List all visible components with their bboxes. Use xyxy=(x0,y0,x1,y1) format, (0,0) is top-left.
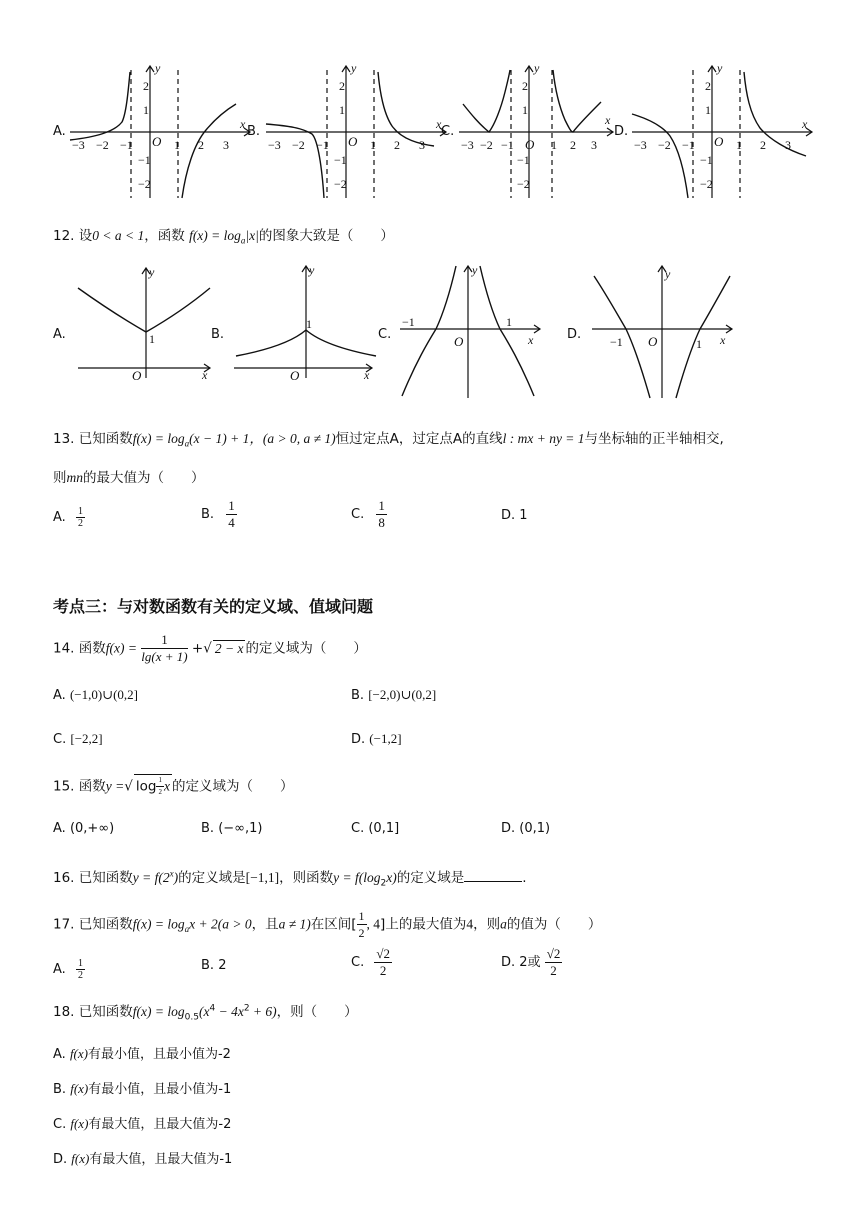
svg-text:3: 3 xyxy=(419,138,425,152)
svg-text:x: x xyxy=(528,333,534,347)
svg-text:2: 2 xyxy=(570,138,576,152)
q12-graph-a xyxy=(76,262,216,382)
q13-option-c[interactable]: C. $\frac{1}{8}$ xyxy=(351,498,385,530)
svg-text:−2: −2 xyxy=(700,177,713,191)
q11-option-a-label[interactable]: A. xyxy=(53,124,66,139)
q17-option-b[interactable]: B. 2 xyxy=(201,958,227,973)
q14-option-a[interactable]: A. (−1,0)∪(0,2] xyxy=(53,687,138,703)
q12-option-b-label[interactable]: B. xyxy=(211,327,225,342)
svg-text:−1: −1 xyxy=(138,153,151,167)
q12-graph-d xyxy=(588,262,736,402)
svg-text:2: 2 xyxy=(760,138,766,152)
q18-option-a[interactable]: A. f(x)有最小值，且最小值为-2 xyxy=(53,1046,231,1062)
svg-text:O: O xyxy=(714,134,724,149)
svg-text:x: x xyxy=(364,368,370,382)
svg-text:2: 2 xyxy=(394,138,400,152)
svg-text:−1: −1 xyxy=(610,335,623,349)
svg-text:−1: −1 xyxy=(120,138,133,152)
q15-stem: 15. 函数y =√ log $\frac{1}{2}$ x 的定义域为（ ） xyxy=(53,776,294,796)
q12-stem: 12. 设0 < a < 1，函数 $f(x) = \log_a|x|$的图象大致是（ ） xyxy=(53,228,394,246)
svg-text:2: 2 xyxy=(339,79,345,93)
q11-option-d-label[interactable]: D. xyxy=(614,124,629,139)
q11-graph-c xyxy=(455,58,625,203)
svg-text:1: 1 xyxy=(522,103,528,117)
q11-graph-d xyxy=(628,58,818,203)
svg-text:1: 1 xyxy=(143,103,149,117)
svg-text:1: 1 xyxy=(370,138,376,152)
svg-text:y: y xyxy=(472,263,478,277)
q14-option-d[interactable]: D. (−1,2] xyxy=(351,731,402,747)
svg-text:2: 2 xyxy=(198,138,204,152)
svg-text:−1: −1 xyxy=(316,138,329,152)
svg-text:x: x xyxy=(436,117,442,131)
svg-text:O: O xyxy=(290,368,300,382)
svg-text:O: O xyxy=(348,134,358,149)
q18-option-b[interactable]: B. f(x)有最小值，且最小值为-1 xyxy=(53,1081,232,1097)
svg-text:O: O xyxy=(648,334,658,349)
q14-stem: 14. 函数f(x) = $\frac{1}{\lg(x + 1)}$ +√ 2 − x 的定义域为（ ） xyxy=(53,632,367,664)
svg-text:1: 1 xyxy=(339,103,345,117)
svg-text:3: 3 xyxy=(591,138,597,152)
svg-text:−3: −3 xyxy=(72,138,85,152)
svg-text:2: 2 xyxy=(143,79,149,93)
q12-option-a-label[interactable]: A. xyxy=(53,327,66,342)
curve-left xyxy=(70,72,130,140)
svg-text:1: 1 xyxy=(506,315,512,329)
q18-option-d[interactable]: D. f(x)有最大值，且最大值为-1 xyxy=(53,1151,233,1167)
svg-text:−2: −2 xyxy=(96,138,109,152)
svg-text:3: 3 xyxy=(223,138,229,152)
q15-option-d[interactable]: D. (0,1) xyxy=(501,821,551,836)
svg-text:O: O xyxy=(525,137,535,152)
svg-text:y: y xyxy=(534,61,540,75)
q12-option-d-label[interactable]: D. xyxy=(567,327,582,342)
q17-option-c[interactable]: C. $\frac{√2}{2}$ xyxy=(351,946,390,978)
svg-text:1: 1 xyxy=(705,103,711,117)
svg-text:−3: −3 xyxy=(461,138,474,152)
svg-text:y: y xyxy=(149,265,155,279)
svg-text:1: 1 xyxy=(736,138,742,152)
svg-text:−2: −2 xyxy=(517,177,530,191)
q14-option-b[interactable]: B. [−2,0)∪(0,2] xyxy=(351,687,437,703)
svg-text:−1: −1 xyxy=(700,153,713,167)
svg-text:2: 2 xyxy=(705,79,711,93)
q13-option-a[interactable]: A. $\frac{1}{2}$ xyxy=(53,506,83,529)
q14-option-c[interactable]: C. [−2,2] xyxy=(53,731,103,747)
q12-graph-b xyxy=(232,262,377,382)
svg-text:−2: −2 xyxy=(480,138,493,152)
q17-stem: 17. 已知函数$f(x) = \log_ax + 2(a > 0$，且a ≠ 1)在区间[ $\frac{1}{2}$ , 4]上的最大值为4，则a的值为（ ） xyxy=(53,909,602,940)
svg-text:1: 1 xyxy=(696,337,702,351)
svg-text:−1: −1 xyxy=(501,138,514,152)
q17-option-a[interactable]: A. $\frac{1}{2}$ xyxy=(53,958,83,981)
x-label: x xyxy=(240,117,246,131)
svg-text:−1: −1 xyxy=(402,315,415,329)
svg-text:−2: −2 xyxy=(658,138,671,152)
svg-text:1: 1 xyxy=(306,317,312,331)
svg-text:y: y xyxy=(309,263,315,277)
svg-text:−2: −2 xyxy=(334,177,347,191)
q13-option-b[interactable]: B. $\frac{1}{4}$ xyxy=(201,498,235,530)
q13-stem-line1: 13. 已知函数$f(x) = \log_a(x - 1) + 1$，(a > 0, a ≠ 1)恒过定点A，过定点A的直线l : mx + ny = 1与坐标轴的正半轴相交, xyxy=(53,431,724,449)
svg-text:−1: −1 xyxy=(334,153,347,167)
q13-stem-line2: 则mn的最大值为（ ） xyxy=(53,470,205,486)
svg-text:y: y xyxy=(665,267,671,281)
svg-text:O: O xyxy=(152,134,162,149)
svg-text:y: y xyxy=(717,61,723,75)
svg-text:x: x xyxy=(605,113,611,127)
svg-text:−1: −1 xyxy=(682,138,695,152)
svg-text:−3: −3 xyxy=(268,138,281,152)
svg-text:x: x xyxy=(720,333,726,347)
q13-option-d[interactable]: D. 1 xyxy=(501,508,528,523)
svg-text:−2: −2 xyxy=(138,177,151,191)
section-heading: 考点三：与对数函数有关的定义域、值域问题 xyxy=(53,597,374,616)
svg-text:2: 2 xyxy=(522,79,528,93)
q15-option-a[interactable]: A. (0,+∞) xyxy=(53,821,115,836)
svg-text:−1: −1 xyxy=(517,153,530,167)
svg-text:1: 1 xyxy=(149,332,155,346)
answer-blank[interactable] xyxy=(464,869,522,882)
svg-text:y: y xyxy=(351,61,357,75)
q18-stem: 18. 已知函数$f(x) = \log_{0.5}(x^4 - 4x^2 + 6)$，则（ ） xyxy=(53,1003,358,1023)
svg-text:1: 1 xyxy=(551,138,557,152)
svg-text:O: O xyxy=(132,368,142,382)
q11-option-b-label[interactable]: B. xyxy=(247,124,261,139)
svg-text:x: x xyxy=(802,117,808,131)
svg-text:O: O xyxy=(454,334,464,349)
q12-graph-c xyxy=(396,262,544,402)
y-label: y xyxy=(155,61,161,75)
q11-graph-a xyxy=(66,58,256,203)
q11-graph-b xyxy=(262,58,455,203)
q15-option-b[interactable]: B. (−∞,1) xyxy=(201,821,263,836)
q11-option-c-label[interactable]: C. xyxy=(441,124,455,139)
svg-text:1: 1 xyxy=(174,138,180,152)
q16-stem: 16. 已知函数$y = f(2^x)$的定义域是[−1,1]，则函数$y = f(\log_2x)$的定义域是 . xyxy=(53,868,527,889)
q18-option-c[interactable]: C. f(x)有最大值，且最大值为-2 xyxy=(53,1116,232,1132)
q15-option-c[interactable]: C. (0,1] xyxy=(351,821,400,836)
svg-text:−2: −2 xyxy=(292,138,305,152)
svg-text:3: 3 xyxy=(785,138,791,152)
q12-option-c-label[interactable]: C. xyxy=(378,327,392,342)
svg-text:−3: −3 xyxy=(634,138,647,152)
svg-text:x: x xyxy=(202,368,208,382)
q17-option-d[interactable]: D. 2或 $\frac{√2}{2}$ xyxy=(501,946,561,978)
